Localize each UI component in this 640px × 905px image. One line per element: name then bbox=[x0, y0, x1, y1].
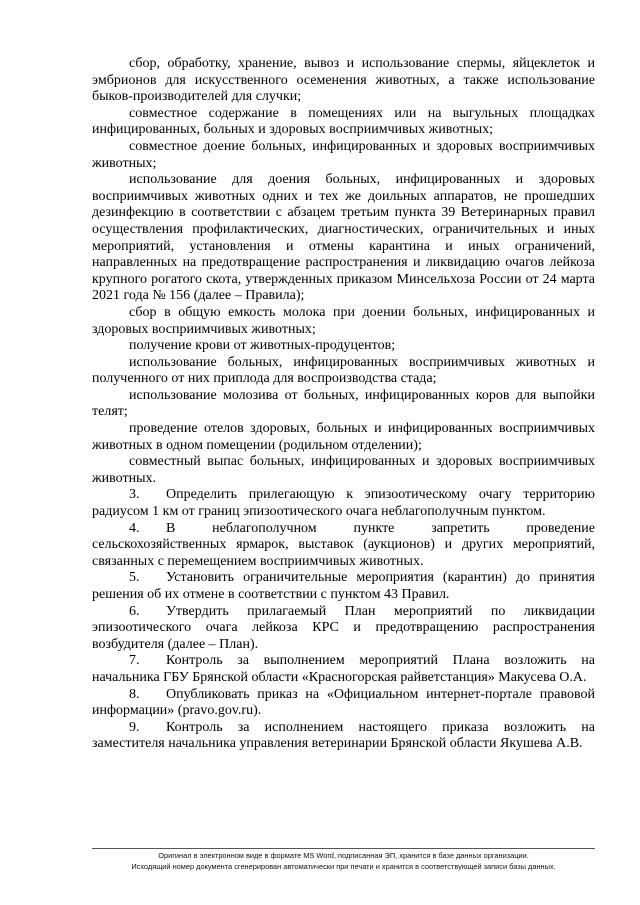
item-number: 7. bbox=[129, 653, 140, 669]
item-number: 4. bbox=[129, 520, 140, 536]
item-text: Утвердить прилагаемый План мероприятий по ликвидации эпизоотического очага лейкоза КРС и предотвращению распространения возбудителя (далее – План). bbox=[92, 603, 595, 652]
numbered-item-3 bbox=[92, 487, 595, 520]
numbered-item-8 bbox=[92, 687, 595, 720]
page-footer bbox=[92, 848, 595, 872]
footer-line: Оригинал в электронном виде в формате MS Word, подписанная ЭП, хранится в базе данных организации. bbox=[158, 851, 529, 860]
footer-line: Исходящий номер документа сгенерирован автоматически при печати и хранится в соответствующей записи базы данных. bbox=[131, 861, 556, 871]
item-text: Контроль за выполнением мероприятий Плана возложить на начальника ГБУ Брянской области «Красногорская райветстанция» Макусева О.А. bbox=[92, 653, 595, 685]
item-number: 5. bbox=[129, 570, 140, 586]
item-number: 9. bbox=[129, 719, 140, 735]
paragraph: сбор в общую емкость молока при доении больных, инфицированных и здоровых восприимчивых животных; bbox=[92, 304, 595, 337]
numbered-item-5 bbox=[92, 570, 595, 603]
numbered-item-9 bbox=[92, 720, 595, 753]
paragraph: использование для доения больных, инфицированных и здоровых восприимчивых животных одних и тех же доильных аппаратов, не прошедших дезинфекцию в соответствии с абзацем третьим пункта 39 Ветеринарных правил осуществления профилактических, диагностических, ограничительных и иных мероприятий, установления и отмены карантина и иных ограничений, направленных на предотвращение распространения и ликвидацию очагов лейкоза крупного рогатого скота, утвержденных приказом Минсельхоза России от 24 марта 2021 года № 156 (далее – Правила); bbox=[92, 172, 595, 304]
paragraph: совместный выпас больных, инфицированных и здоровых восприимчивых животных. bbox=[92, 454, 595, 486]
paragraph: совместное содержание в помещениях или на выгульных площадках инфицированных, больных и здоровых восприимчивых животных; bbox=[92, 105, 595, 138]
paragraph: использование больных, инфицированных восприимчивых животных и полученного от них приплода для воспроизводства стада; bbox=[92, 354, 595, 387]
paragraph: получение крови от животных-продуцентов; bbox=[129, 338, 396, 354]
paragraph: проведение отелов здоровых, больных и инфицированных восприимчивых животных в одном помещении (родильном отделении); bbox=[92, 421, 595, 453]
item-text: В неблагополучном пункте запретить проведение сельскохозяйственных ярмарок, выставок (аукционов) и других мероприятий, связанных с перемещением восприимчивых животных. bbox=[92, 520, 595, 569]
numbered-item-4 bbox=[92, 521, 595, 571]
item-text: Опубликовать приказ на «Официальном интернет-портале правовой информации» (pravo.gov.ru). bbox=[92, 686, 595, 719]
numbered-item-7 bbox=[92, 653, 595, 686]
item-text: Установить ограничительные мероприятия (карантин) до принятия решения об их отмене в соответствии с пунктом 43 Правил. bbox=[92, 570, 595, 602]
paragraph: совместное доение больных, инфицированных и здоровых восприимчивых животных; bbox=[92, 138, 595, 171]
item-number: 6. bbox=[129, 603, 140, 619]
item-text: Контроль за исполнением настоящего приказа возложить на заместителя начальника управления ветеринарии Брянской области Якушева А.В. bbox=[92, 719, 595, 752]
paragraph: сбор, обработку, хранение, вывоз и использование спермы, яйцеклеток и эмбрионов для искусственного осеменения животных, а также использование быков-производителей для случки; bbox=[92, 56, 595, 105]
item-text: Определить прилегающую к эпизоотическому очагу территорию радиусом 1 км от границ эпизоотического очага неблагополучным пунктом. bbox=[92, 487, 595, 520]
item-number: 8. bbox=[129, 686, 140, 702]
document-body bbox=[92, 56, 595, 753]
numbered-item-6 bbox=[92, 604, 595, 654]
paragraph: использование молозива от больных, инфицированных коров для выпойки телят; bbox=[92, 387, 595, 420]
item-number: 3. bbox=[129, 487, 140, 503]
